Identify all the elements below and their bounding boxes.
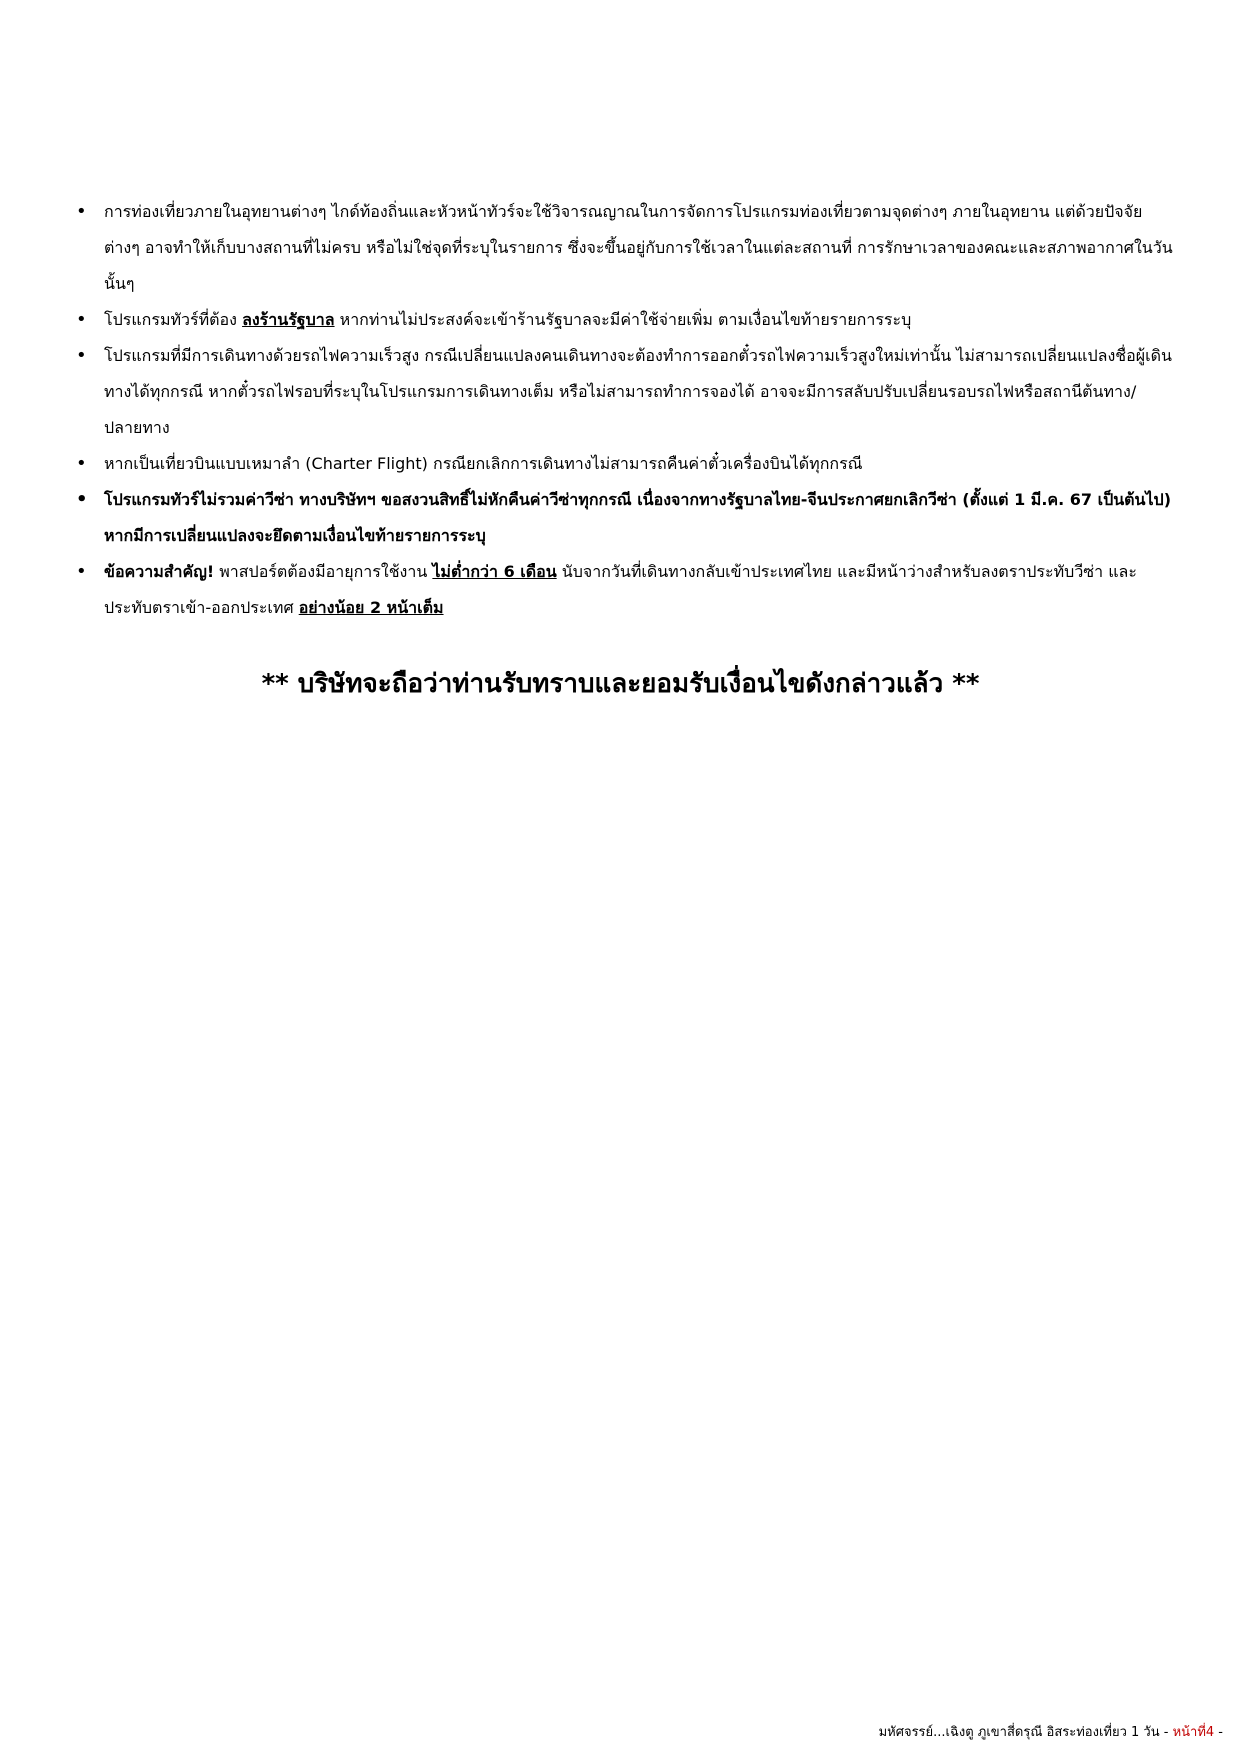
condition-text: โปรแกรมที่มีการเดินทางด้วยรถไฟความเร็วสูง กรณีเปลี่ยนแปลงคนเดินทางจะต้องทำการออกตั๋วรถไฟความเร็วสูงใหม่เท่านั้น ไม่สามารถเปลี่ยนแปลงชื่อผู้เดินทางได้ทุกกรณี หากตั๋วรถไฟรอบที่ระบุในโปรแกรมการเดินทางเต็ม หรือไม่สามารถทำการจองได้ อาจจะมีการสลับปรับเปลี่ยนรอบรถไฟหรือสถานีต้นทาง/ปลายทาง bbox=[104, 346, 1172, 437]
condition-text: โปรแกรมทัวร์ไม่รวมค่าวีซ่า ทางบริษัทฯ ขอสงวนสิทธิ์ไม่หักคืนค่าวีซ่าทุกกรณี เนื่องจากทางรัฐบาลไทย-จีนประกาศยกเลิกวีซ่า (ตั้งแต่ 1 มี.ค. 67 เป็นต้นไป) หากมีการเปลี่ยนแปลงจะยึดตามเงื่อนไขท้ายรายการระบุ bbox=[104, 490, 1172, 545]
condition-item-government-shop bbox=[104, 302, 1174, 338]
conditions-list bbox=[74, 194, 1174, 626]
page-footer bbox=[879, 1724, 1223, 1742]
closing-statement: ** บริษัทจะถือว่าท่านรับทราบและยอมรับเงื่อนไขดังกล่าวแล้ว ** bbox=[261, 669, 980, 699]
passport-validity-highlight: ไม่ต่ำกว่า 6 เดือน bbox=[432, 562, 557, 581]
condition-item-passport bbox=[104, 554, 1174, 626]
condition-text: โปรแกรมทัวร์ที่ต้อง bbox=[104, 310, 243, 329]
footer-suffix: - bbox=[1214, 1725, 1223, 1740]
important-label: ข้อความสำคัญ! bbox=[104, 562, 215, 581]
condition-item-high-speed-train bbox=[104, 338, 1174, 446]
condition-item-charter-flight bbox=[104, 446, 1174, 482]
condition-text: การท่องเที่ยวภายในอุทยานต่างๆ ไกด์ท้องถิ่นและหัวหน้าทัวร์จะใช้วิจารณญาณในการจัดการโปรแกรมท่องเที่ยวตามจุดต่างๆ ภายในอุทยาน แต่ด้วยปัจจัยต่างๆ อาจทำให้เก็บบางสถานที่ไม่ครบ หรือไม่ใช่จุดที่ระบุในรายการ ซึ่งจะขึ้นอยู่กับการใช้เวลาในแต่ละสถานที่ การรักษาเวลาของคณะและสภาพอากาศในวันนั้นๆ bbox=[104, 202, 1173, 293]
condition-text: นับจากวันที่เดินทางกลับเข้าประเทศไทย และมีหน้าว่างสำหรับลงตราประทับวีซ่า และประทับตราเข้า-ออกประเทศ bbox=[104, 562, 1137, 617]
condition-text: พาสปอร์ตต้องมีอายุการใช้งาน bbox=[214, 562, 433, 581]
footer-page-number: หน้าที่4 bbox=[1172, 1725, 1215, 1740]
condition-text: หากเป็นเที่ยวบินแบบเหมาลำ (Charter Flight) กรณียกเลิกการเดินทางไม่สามารถคืนค่าตั๋วเครื่องบินได้ทุกกรณี bbox=[104, 454, 863, 473]
condition-item-park-itinerary bbox=[104, 194, 1174, 302]
condition-item-visa bbox=[104, 482, 1174, 554]
blank-pages-highlight: อย่างน้อย 2 หน้าเต็ม bbox=[298, 598, 444, 617]
government-shop-highlight: ลงร้านรัฐบาล bbox=[242, 310, 335, 329]
condition-text: หากท่านไม่ประสงค์จะเข้าร้านรัฐบาลจะมีค่าใช้จ่ายเพิ่ม ตามเงื่อนไขท้ายรายการระบุ bbox=[334, 310, 912, 329]
footer-title: มหัศจรรย์...เฉิงตู ภูเขาสี่ดรุณี อิสระท่องเที่ยว 1 วัน - bbox=[878, 1725, 1173, 1740]
